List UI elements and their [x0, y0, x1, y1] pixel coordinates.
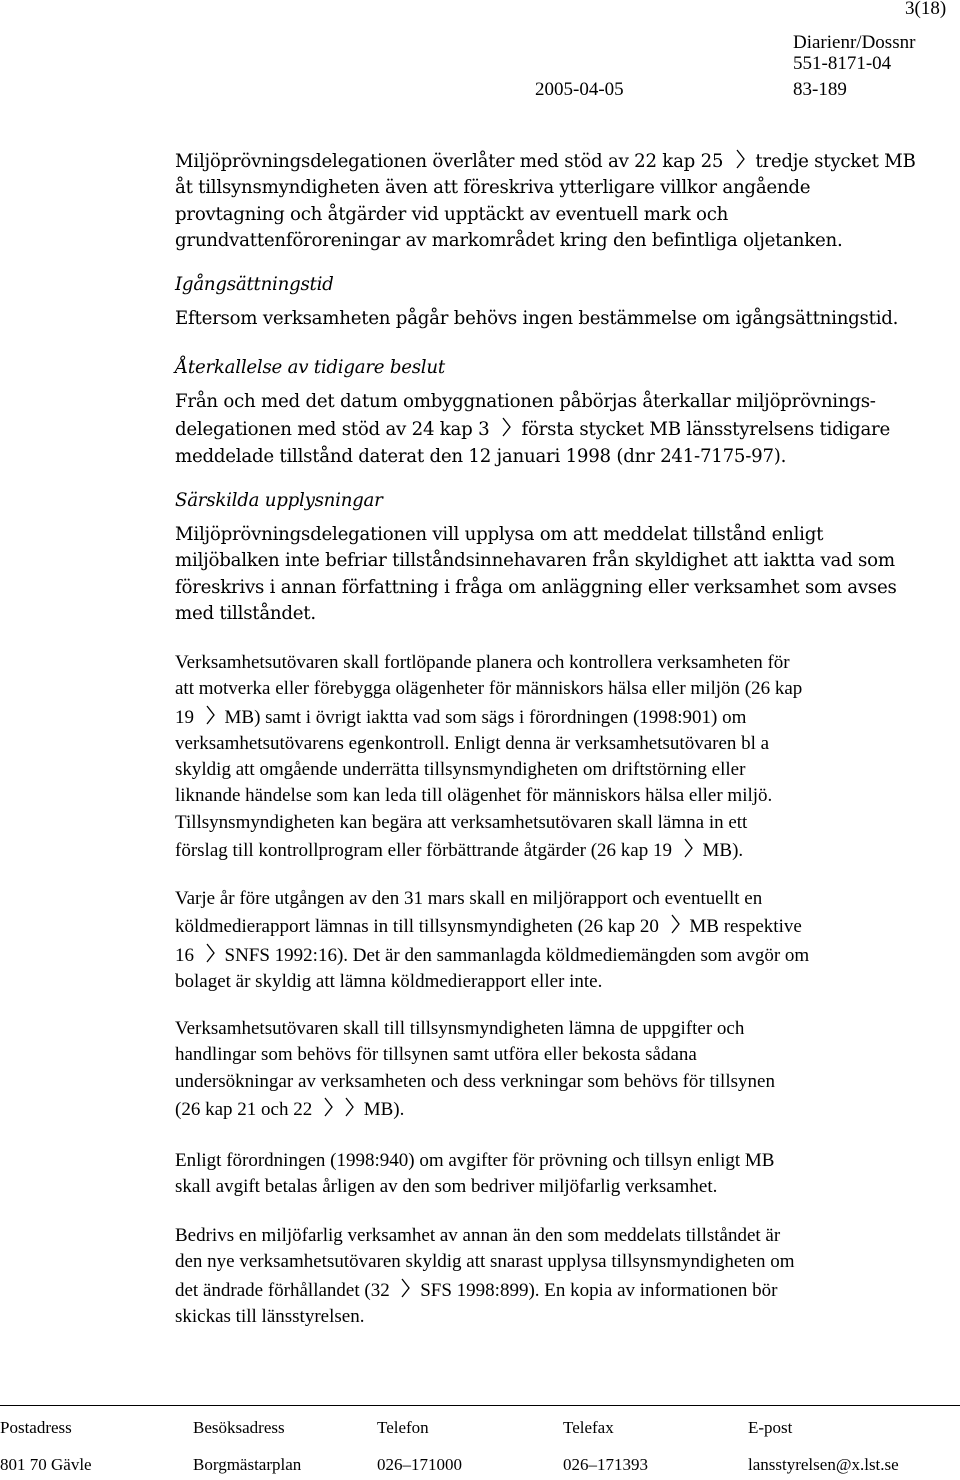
footer-divider — [0, 1405, 960, 1406]
paragraph-egenkontroll — [175, 650, 915, 864]
section-sign — [199, 703, 220, 729]
section-sign — [677, 836, 698, 862]
page-number: 3(18) — [905, 0, 947, 19]
text-line: föreskrivs i annan författning i fråga om anläggning eller verksamhet som avses — [175, 576, 897, 598]
text-line: den nye verksamhetsutövaren skyldig att snarast upplysa tillsynsmyndigheten om — [175, 1251, 795, 1273]
footer-fax: 026–171393 — [563, 1455, 648, 1474]
heading-sarskilda: Särskilda upplysningar — [175, 490, 383, 511]
text-line: grundvattenföroreningar av markområdet kring den befintliga oljetanken. — [175, 229, 843, 251]
text-line: skyldig att omgående underrätta tillsynsmyndigheten om driftstörning eller — [175, 759, 746, 781]
text-line: delegationen med stöd av 24 kap 3 första stycket MB länsstyrelsens tidigare — [175, 415, 915, 443]
text-line: (26 kap 21 och 22 MB). — [175, 1095, 915, 1123]
text-line: åt tillsynsmyndigheten även att föreskriva ytterligare villkor angående — [175, 177, 811, 199]
text-line: 19 MB) samt i övrigt iaktta vad som sägs i förordningen (1998:901) om — [175, 703, 915, 731]
text-line: att motverka eller förebygga olägenheter för människors hälsa eller miljön (26 kap — [175, 678, 803, 700]
text-line: Enligt förordningen (1998:940) om avgifter för prövning och tillsyn enligt MB — [175, 1150, 775, 1171]
heading-aterkallelse: Återkallelse av tidigare beslut — [175, 357, 445, 378]
text-line: förslag till kontrollprogram eller förbättrande åtgärder (26 kap 19 MB). — [175, 836, 915, 864]
text-line: bolaget är skyldig att lämna köldmedierapport eller inte. — [175, 970, 603, 992]
footer-label-telefax: Telefax — [563, 1418, 614, 1437]
text-line: det ändrade förhållandet (32 SFS 1998:899). En kopia av informationen bör — [175, 1276, 915, 1304]
paragraph-delegation — [175, 147, 915, 254]
text-line: liknande händelse som kan leda till olägenhet för människors hälsa eller miljö. — [175, 785, 773, 807]
section-sign — [394, 1276, 415, 1302]
text-line: Bedrivs en miljöfarlig verksamhet av annan än den som meddelats tillståndet är — [175, 1225, 781, 1246]
text-line: skickas till länsstyrelsen. — [175, 1305, 365, 1327]
footer-email-link[interactable]: lansstyrelsen@x.lst.se — [748, 1455, 899, 1474]
text-line: miljöbalken inte befriar tillståndsinnehavaren från skyldighet att iaktta vad som — [175, 550, 895, 572]
section-sign — [199, 941, 220, 967]
section-sign — [338, 1095, 359, 1121]
text-line: Från och med det datum ombyggnationen påbörjas återkallar miljöprövnings- — [175, 391, 876, 412]
text-line: Miljöprövningsdelegationen överlåter med stöd av 22 kap 25 tredje stycket MB — [175, 147, 915, 175]
text-line: verksamhetsutövarens egenkontroll. Enligt denna är verksamhetsutövaren bl a — [175, 732, 770, 754]
footer-label-besoksadress: Besöksadress — [193, 1418, 285, 1437]
text-line: Verksamhetsutövaren skall till tillsynsmyndigheten lämna de uppgifter och — [175, 1018, 745, 1039]
paragraph-avgift — [175, 1148, 915, 1201]
text-line: med tillståndet. — [175, 602, 316, 624]
section-sign — [664, 912, 685, 938]
reference-number: 551-8171-04 — [793, 53, 892, 74]
text-line: Verksamhetsutövaren skall fortlöpande planera och kontrollera verksamheten för — [175, 652, 790, 673]
footer-label-telefon: Telefon — [377, 1418, 429, 1437]
paragraph-sarskilda — [175, 522, 915, 627]
text-line: köldmedierapport lämnas in till tillsynsmyndigheten (26 kap 20 MB respektive — [175, 912, 915, 940]
footer-label-postadress: Postadress — [0, 1418, 72, 1437]
text-line: meddelade tillstånd daterat den 12 januari 1998 (dnr 241-7175-97). — [175, 445, 787, 467]
footer-postal-address: 801 70 Gävle — [0, 1455, 92, 1474]
section-sign — [317, 1095, 338, 1121]
text-line: undersökningar av verksamheten och dess verkningar som behövs för tillsynen — [175, 1070, 775, 1092]
text-line: Tillsynsmyndigheten kan begära att verksamhetsutövaren skall lämna in ett — [175, 811, 748, 833]
document-date: 2005-04-05 — [535, 79, 624, 100]
text-line: Miljöprövningsdelegationen vill upplysa om att meddelat tillstånd enligt — [175, 524, 824, 545]
text-igangsattningstid: Eftersom verksamheten pågår behövs ingen bestämmelse om igångsättningstid. — [175, 308, 899, 329]
dossier-number: 83-189 — [793, 79, 847, 100]
text-line: provtagning och åtgärder vid upptäckt av eventuell mark och — [175, 203, 729, 225]
reference-label: Diarienr/Dossnr — [793, 32, 916, 53]
text-line: skall avgift betalas årligen av den som bedriver miljöfarlig verksamhet. — [175, 1176, 718, 1198]
paragraph-miljorapport — [175, 886, 915, 995]
text-line: handlingar som behövs för tillsynen samt utföra eller bekosta sådana — [175, 1044, 697, 1066]
paragraph-uppgifter — [175, 1016, 915, 1123]
footer-label-epost: E-post — [748, 1418, 793, 1437]
text-line: Varje år före utgången av den 31 mars skall en miljörapport och eventuellt en — [175, 888, 763, 909]
footer-visiting-address: Borgmästarplan — [193, 1455, 302, 1474]
paragraph-ny-utovare — [175, 1223, 915, 1330]
text-line: 16 SNFS 1992:16). Det är den sammanlagda köldmediemängden som avgör om — [175, 941, 915, 969]
paragraph-aterkallelse — [175, 389, 915, 470]
heading-igangsattningstid: Igångsättningstid — [175, 274, 334, 295]
section-sign — [495, 415, 516, 441]
section-sign — [729, 147, 750, 173]
footer-phone: 026–171000 — [377, 1455, 462, 1474]
